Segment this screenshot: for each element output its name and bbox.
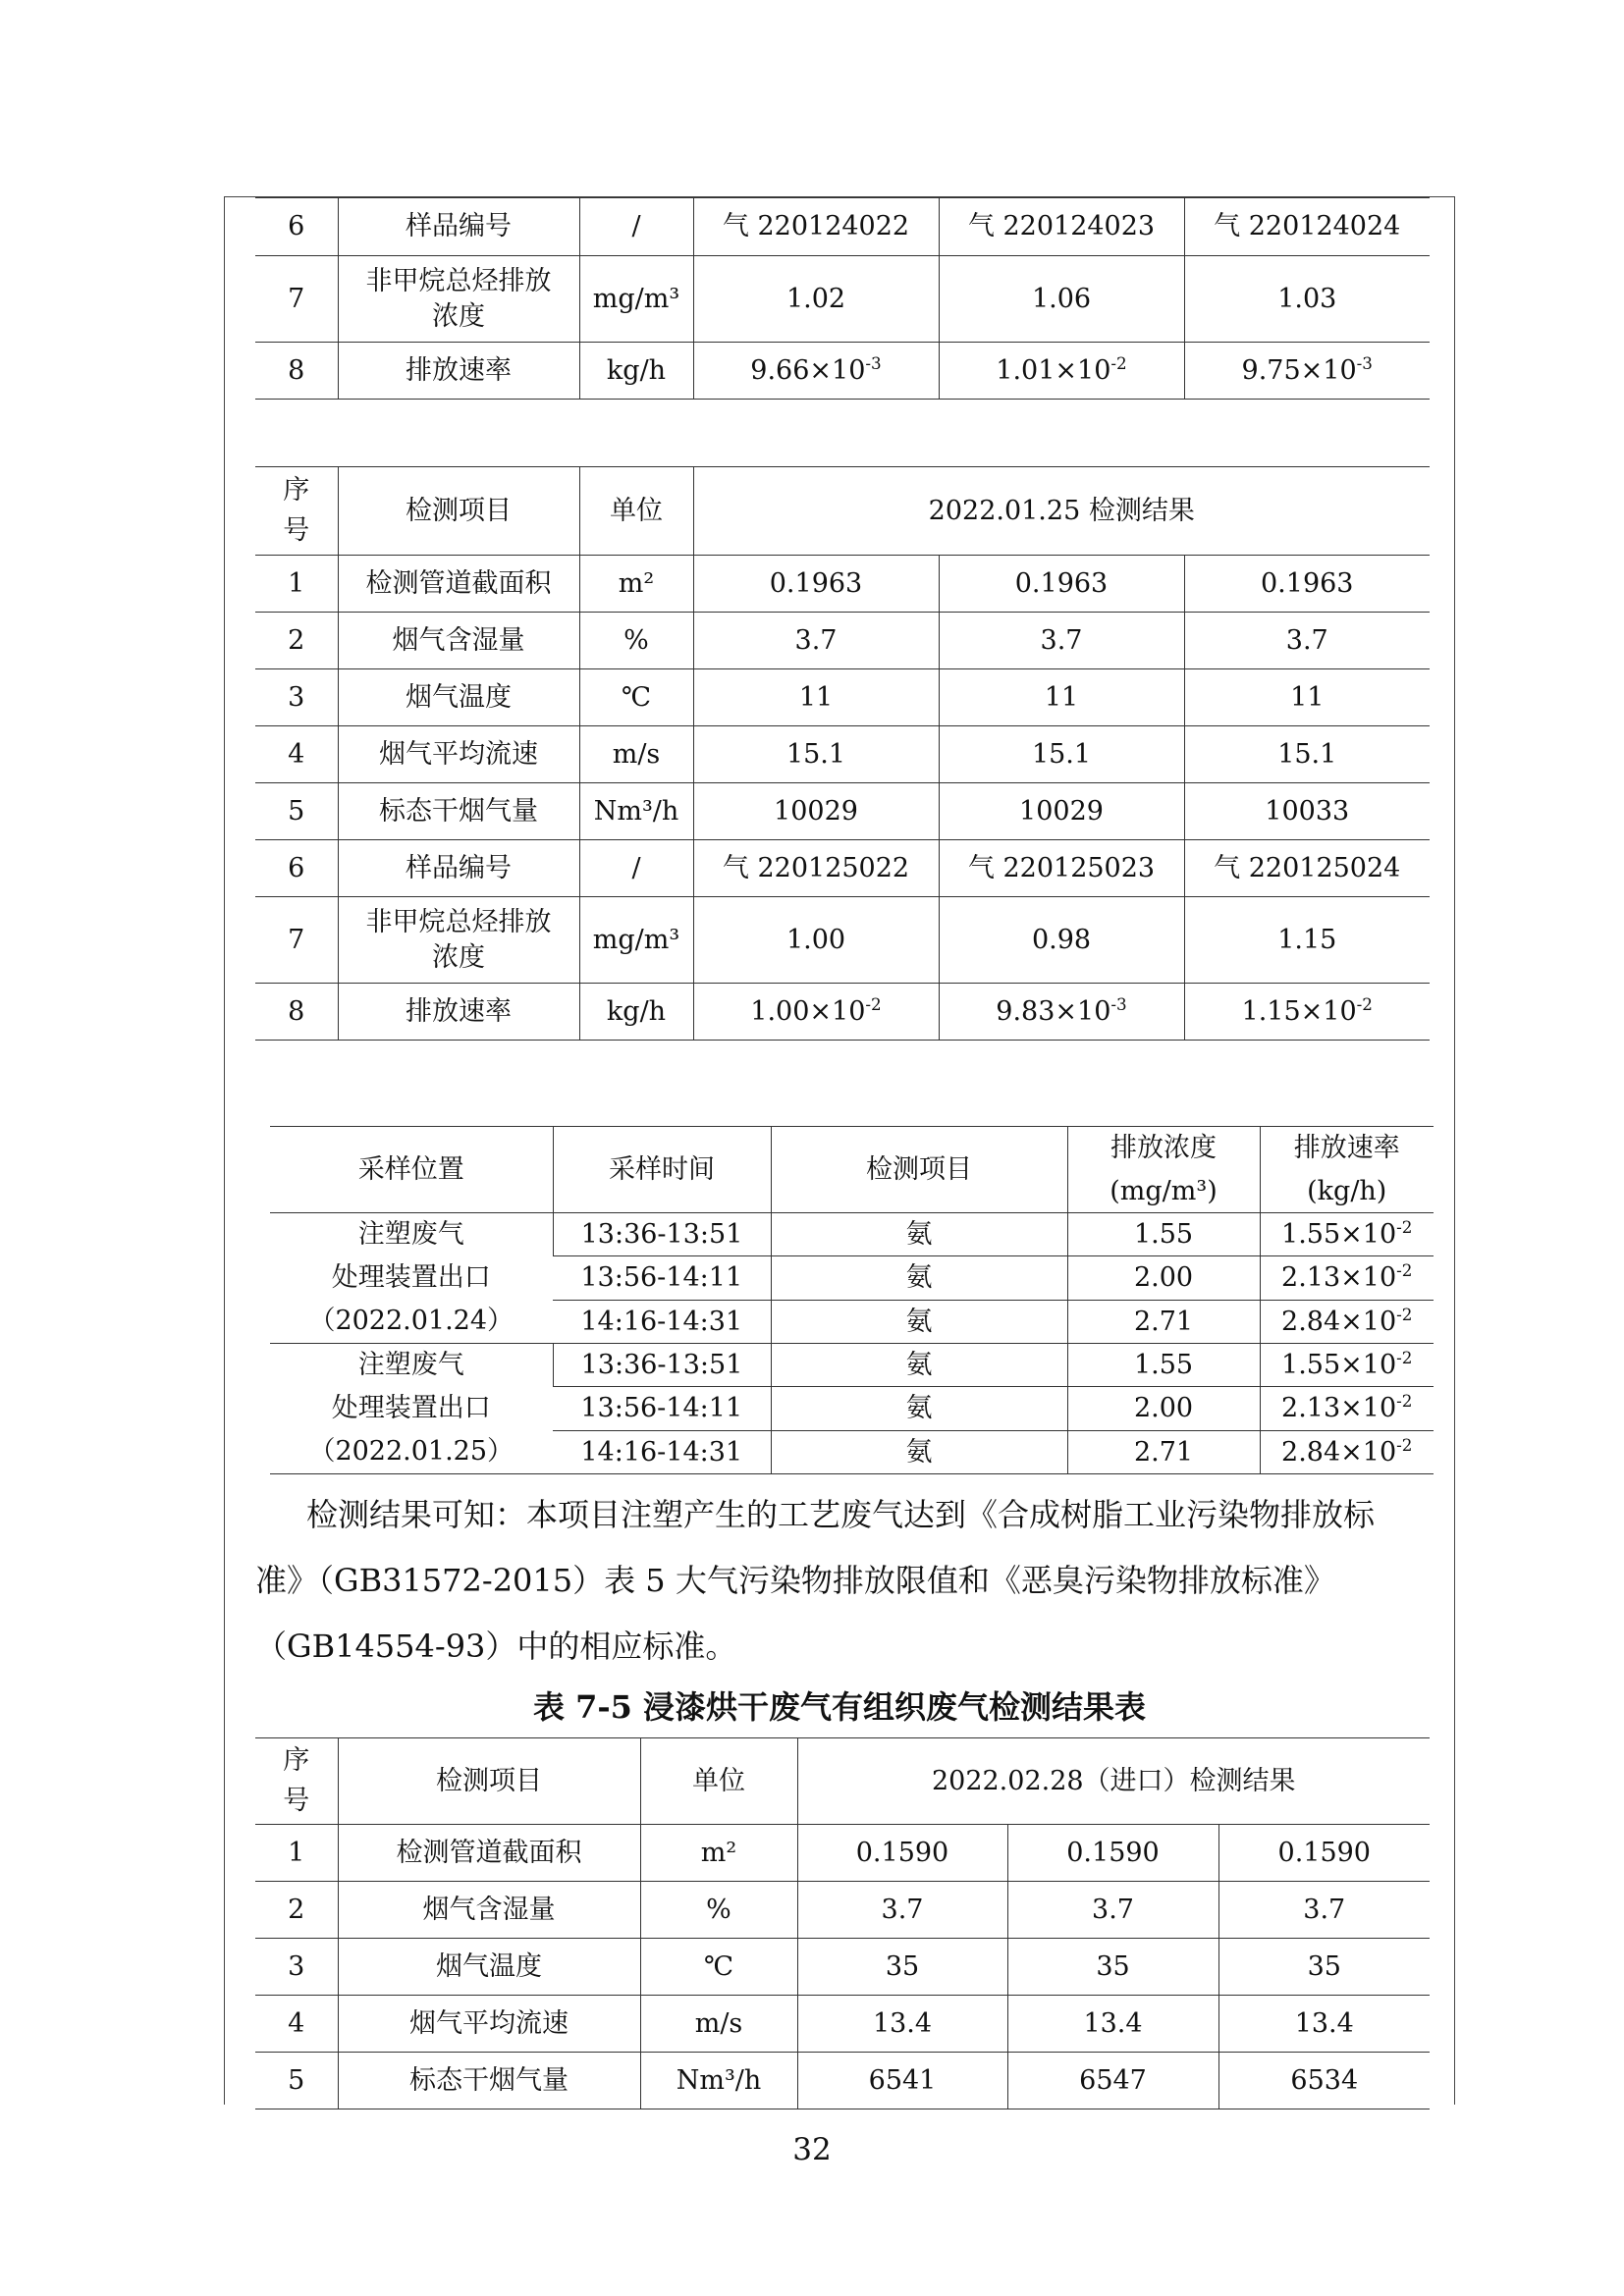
cell-item <box>338 897 579 984</box>
table-row <box>255 343 1430 400</box>
cell-time: 13:56-14:11 <box>553 1387 771 1430</box>
cell-no: 5 <box>255 2053 338 2109</box>
cell-concentration: 2.71 <box>1067 1430 1260 1473</box>
cell-unit: m² <box>579 556 693 613</box>
cell-unit: m² <box>640 1825 797 1882</box>
sci-base: 9.66×10 <box>750 354 866 386</box>
table-row <box>255 984 1430 1041</box>
cell-value: 13.4 <box>1218 1996 1430 2053</box>
cell-item: 氨 <box>771 1430 1067 1473</box>
cell-concentration: 1.55 <box>1067 1344 1260 1387</box>
cell-rate <box>1260 1344 1434 1387</box>
cell-value: 15.1 <box>1184 726 1430 783</box>
cell-item: 排放速率 <box>338 984 579 1041</box>
cell-value: 35 <box>1007 1939 1218 1996</box>
cell-rate <box>1260 1213 1434 1256</box>
header-rate <box>1260 1127 1434 1213</box>
cell-value: 13.4 <box>797 1996 1007 2053</box>
cell-no: 8 <box>255 343 338 400</box>
sci-exponent: -2 <box>865 993 882 1014</box>
cell-no: 6 <box>255 198 338 256</box>
cell-item-line: 浓度 <box>432 300 485 332</box>
table-header-row <box>255 467 1430 556</box>
table-row <box>255 897 1430 984</box>
header-no-text: 序号 <box>283 475 310 546</box>
table-a <box>255 197 1430 400</box>
header-item: 检测项目 <box>338 1738 640 1825</box>
location-line: 注塑废气 <box>357 1350 464 1380</box>
sci-base: 2.13×10 <box>1281 1393 1397 1424</box>
sci-exponent: -3 <box>865 352 882 373</box>
cell-unit: % <box>579 613 693 669</box>
header-line: 排放速率 <box>1293 1133 1400 1164</box>
cell-value: 3.7 <box>797 1882 1007 1939</box>
cell-no: 5 <box>255 783 338 840</box>
sci-exponent: -2 <box>1396 1348 1413 1368</box>
header-line: (kg/h) <box>1307 1175 1387 1206</box>
header-time: 采样时间 <box>553 1127 771 1213</box>
cell-item: 标态干烟气量 <box>338 2053 640 2109</box>
cell-item-line: 非甲烷总烃排放 <box>365 266 552 297</box>
cell-value: 13.4 <box>1007 1996 1218 2053</box>
conclusion-paragraph <box>255 1482 1434 1680</box>
cell-value: 35 <box>797 1939 1007 1996</box>
location-line: 注塑废气 <box>357 1219 464 1250</box>
cell-value: 1.00 <box>693 897 939 984</box>
cell-value: 3.7 <box>1218 1882 1430 1939</box>
cell-value: 气 220124023 <box>939 198 1184 256</box>
cell-no: 6 <box>255 840 338 897</box>
cell-concentration: 2.00 <box>1067 1387 1260 1430</box>
cell-value: 0.98 <box>939 897 1184 984</box>
sci-base: 1.55×10 <box>1281 1219 1397 1251</box>
table-row <box>255 669 1430 726</box>
cell-unit: ℃ <box>640 1939 797 1996</box>
sci-exponent: -2 <box>1396 1434 1413 1455</box>
cell-value <box>939 984 1184 1041</box>
table-row <box>255 726 1430 783</box>
cell-time: 13:36-13:51 <box>553 1344 771 1387</box>
cell-unit: / <box>579 840 693 897</box>
cell-item-line: 浓度 <box>432 941 485 973</box>
cell-item: 排放速率 <box>338 343 579 400</box>
header-line: 排放浓度 <box>1110 1133 1217 1164</box>
table-c <box>270 1126 1434 1474</box>
cell-value: 15.1 <box>693 726 939 783</box>
cell-value: 气 220125022 <box>693 840 939 897</box>
cell-no: 7 <box>255 897 338 984</box>
cell-time: 14:16-14:31 <box>553 1430 771 1473</box>
cell-value: 3.7 <box>693 613 939 669</box>
cell-value: 6534 <box>1218 2053 1430 2109</box>
cell-no: 1 <box>255 556 338 613</box>
cell-time: 14:16-14:31 <box>553 1300 771 1343</box>
cell-item: 样品编号 <box>338 198 579 256</box>
cell-no: 3 <box>255 669 338 726</box>
cell-no: 7 <box>255 256 338 343</box>
table-header-row <box>255 1738 1430 1825</box>
table-row <box>255 556 1430 613</box>
cell-value: 10029 <box>693 783 939 840</box>
sci-base: 1.55×10 <box>1281 1350 1397 1381</box>
cell-unit: m/s <box>640 1996 797 2053</box>
table-row <box>255 840 1430 897</box>
cell-value: 1.15 <box>1184 897 1430 984</box>
cell-value <box>693 343 939 400</box>
cell-concentration: 2.00 <box>1067 1256 1260 1300</box>
cell-no: 2 <box>255 613 338 669</box>
cell-rate <box>1260 1256 1434 1300</box>
cell-no: 4 <box>255 1996 338 2053</box>
paragraph-line: 准》（GB31572-2015）表 5 大气污染物排放限值和《恶臭污染物排放标准》 <box>255 1562 1335 1599</box>
cell-value <box>939 343 1184 400</box>
sci-exponent: -2 <box>1396 1260 1413 1281</box>
cell-item: 氨 <box>771 1213 1067 1256</box>
cell-item <box>338 256 579 343</box>
cell-rate <box>1260 1300 1434 1343</box>
cell-unit: m/s <box>579 726 693 783</box>
cell-location <box>270 1213 553 1344</box>
cell-unit: mg/m³ <box>579 256 693 343</box>
cell-item: 烟气含湿量 <box>338 1882 640 1939</box>
location-line: 处理装置出口 <box>331 1393 491 1423</box>
cell-value: 气 220124024 <box>1184 198 1430 256</box>
cell-unit: mg/m³ <box>579 897 693 984</box>
cell-value: 35 <box>1218 1939 1430 1996</box>
cell-no: 8 <box>255 984 338 1041</box>
cell-item: 检测管道截面积 <box>338 556 579 613</box>
table-row <box>270 1344 1434 1387</box>
table-row <box>255 256 1430 343</box>
cell-value: 3.7 <box>939 613 1184 669</box>
cell-item: 烟气温度 <box>338 669 579 726</box>
sci-base: 1.00×10 <box>750 995 866 1027</box>
header-result: 2022.01.25 检测结果 <box>693 467 1430 556</box>
location-line: （2022.01.25） <box>308 1436 514 1467</box>
cell-item: 氨 <box>771 1387 1067 1430</box>
cell-time: 13:56-14:11 <box>553 1256 771 1300</box>
cell-value: 1.02 <box>693 256 939 343</box>
sci-base: 2.84×10 <box>1281 1306 1397 1337</box>
header-item: 检测项目 <box>771 1127 1067 1213</box>
cell-item: 标态干烟气量 <box>338 783 579 840</box>
table-row <box>255 783 1430 840</box>
cell-value: 11 <box>939 669 1184 726</box>
cell-value: 11 <box>693 669 939 726</box>
header-item: 检测项目 <box>338 467 579 556</box>
cell-item-line: 非甲烷总烃排放 <box>365 907 552 938</box>
table-row <box>255 1882 1430 1939</box>
header-unit: 单位 <box>640 1738 797 1825</box>
cell-value: 0.1590 <box>1007 1825 1218 1882</box>
cell-location <box>270 1344 553 1474</box>
cell-unit: % <box>640 1882 797 1939</box>
cell-value: 11 <box>1184 669 1430 726</box>
cell-item: 氨 <box>771 1300 1067 1343</box>
cell-no: 1 <box>255 1825 338 1882</box>
header-unit: 单位 <box>579 467 693 556</box>
cell-unit: Nm³/h <box>640 2053 797 2109</box>
paragraph-line: 检测结果可知：本项目注塑产生的工艺废气达到《合成树脂工业污染物排放标 <box>306 1496 1376 1533</box>
table-b <box>255 466 1430 1041</box>
header-no-text: 序号 <box>283 1745 310 1816</box>
cell-unit: Nm³/h <box>579 783 693 840</box>
sci-base: 2.13×10 <box>1281 1262 1397 1294</box>
cell-value: 1.06 <box>939 256 1184 343</box>
sci-base: 2.84×10 <box>1281 1436 1397 1468</box>
cell-value: 1.03 <box>1184 256 1430 343</box>
table-row <box>255 613 1430 669</box>
table-row <box>255 1939 1430 1996</box>
cell-value: 0.1963 <box>1184 556 1430 613</box>
table-row <box>255 1996 1430 2053</box>
table-row <box>255 198 1430 256</box>
table-header-row <box>270 1127 1434 1213</box>
cell-concentration: 2.71 <box>1067 1300 1260 1343</box>
cell-value <box>1184 984 1430 1041</box>
cell-value: 10033 <box>1184 783 1430 840</box>
sci-exponent: -2 <box>1396 1391 1413 1412</box>
cell-item: 检测管道截面积 <box>338 1825 640 1882</box>
cell-value: 0.1590 <box>1218 1825 1430 1882</box>
location-line: 处理装置出口 <box>331 1262 491 1293</box>
cell-time: 13:36-13:51 <box>553 1213 771 1256</box>
cell-value: 6541 <box>797 2053 1007 2109</box>
paragraph-line: （GB14554-93）中的相应标准。 <box>255 1628 737 1665</box>
cell-rate <box>1260 1387 1434 1430</box>
cell-no: 3 <box>255 1939 338 1996</box>
cell-value: 气 220125024 <box>1184 840 1430 897</box>
sci-exponent: -2 <box>1396 1217 1413 1238</box>
cell-concentration: 1.55 <box>1067 1213 1260 1256</box>
header-location: 采样位置 <box>270 1127 553 1213</box>
table-d <box>255 1737 1430 2109</box>
cell-value: 0.1590 <box>797 1825 1007 1882</box>
sci-exponent: -3 <box>1110 993 1127 1014</box>
table-row <box>255 1825 1430 1882</box>
cell-item: 烟气温度 <box>338 1939 640 1996</box>
cell-value <box>1184 343 1430 400</box>
cell-value: 气 220125023 <box>939 840 1184 897</box>
cell-item: 烟气平均流速 <box>338 1996 640 2053</box>
cell-value: 3.7 <box>1184 613 1430 669</box>
header-no <box>255 1738 338 1825</box>
cell-value: 15.1 <box>939 726 1184 783</box>
cell-rate <box>1260 1430 1434 1473</box>
cell-item: 烟气含湿量 <box>338 613 579 669</box>
header-line: (mg/m³) <box>1110 1175 1218 1206</box>
table-caption: 表 7-5 浸漆烘干废气有组织废气检测结果表 <box>532 1688 1147 1726</box>
page-number: 32 <box>792 2132 832 2167</box>
cell-value: 3.7 <box>1007 1882 1218 1939</box>
cell-no: 4 <box>255 726 338 783</box>
location-line: （2022.01.24） <box>308 1306 514 1336</box>
table-row <box>270 1213 1434 1256</box>
header-no <box>255 467 338 556</box>
cell-item: 氨 <box>771 1344 1067 1387</box>
sci-exponent: -2 <box>1396 1304 1413 1324</box>
cell-item: 氨 <box>771 1256 1067 1300</box>
cell-unit: / <box>579 198 693 256</box>
sci-base: 9.83×10 <box>996 995 1111 1027</box>
cell-unit: kg/h <box>579 984 693 1041</box>
table-row <box>255 2053 1430 2109</box>
sci-base: 1.15×10 <box>1241 995 1357 1027</box>
header-result: 2022.02.28（进口）检测结果 <box>797 1738 1430 1825</box>
sci-base: 1.01×10 <box>996 354 1111 386</box>
cell-unit: ℃ <box>579 669 693 726</box>
cell-value <box>693 984 939 1041</box>
header-concentration <box>1067 1127 1260 1213</box>
cell-no: 2 <box>255 1882 338 1939</box>
cell-item: 烟气平均流速 <box>338 726 579 783</box>
cell-value: 0.1963 <box>693 556 939 613</box>
cell-unit: kg/h <box>579 343 693 400</box>
cell-value: 6547 <box>1007 2053 1218 2109</box>
sci-exponent: -2 <box>1356 993 1373 1014</box>
cell-value: 气 220124022 <box>693 198 939 256</box>
sci-exponent: -3 <box>1356 352 1373 373</box>
sci-exponent: -2 <box>1110 352 1127 373</box>
cell-item: 样品编号 <box>338 840 579 897</box>
sci-base: 9.75×10 <box>1241 354 1357 386</box>
cell-value: 10029 <box>939 783 1184 840</box>
cell-value: 0.1963 <box>939 556 1184 613</box>
